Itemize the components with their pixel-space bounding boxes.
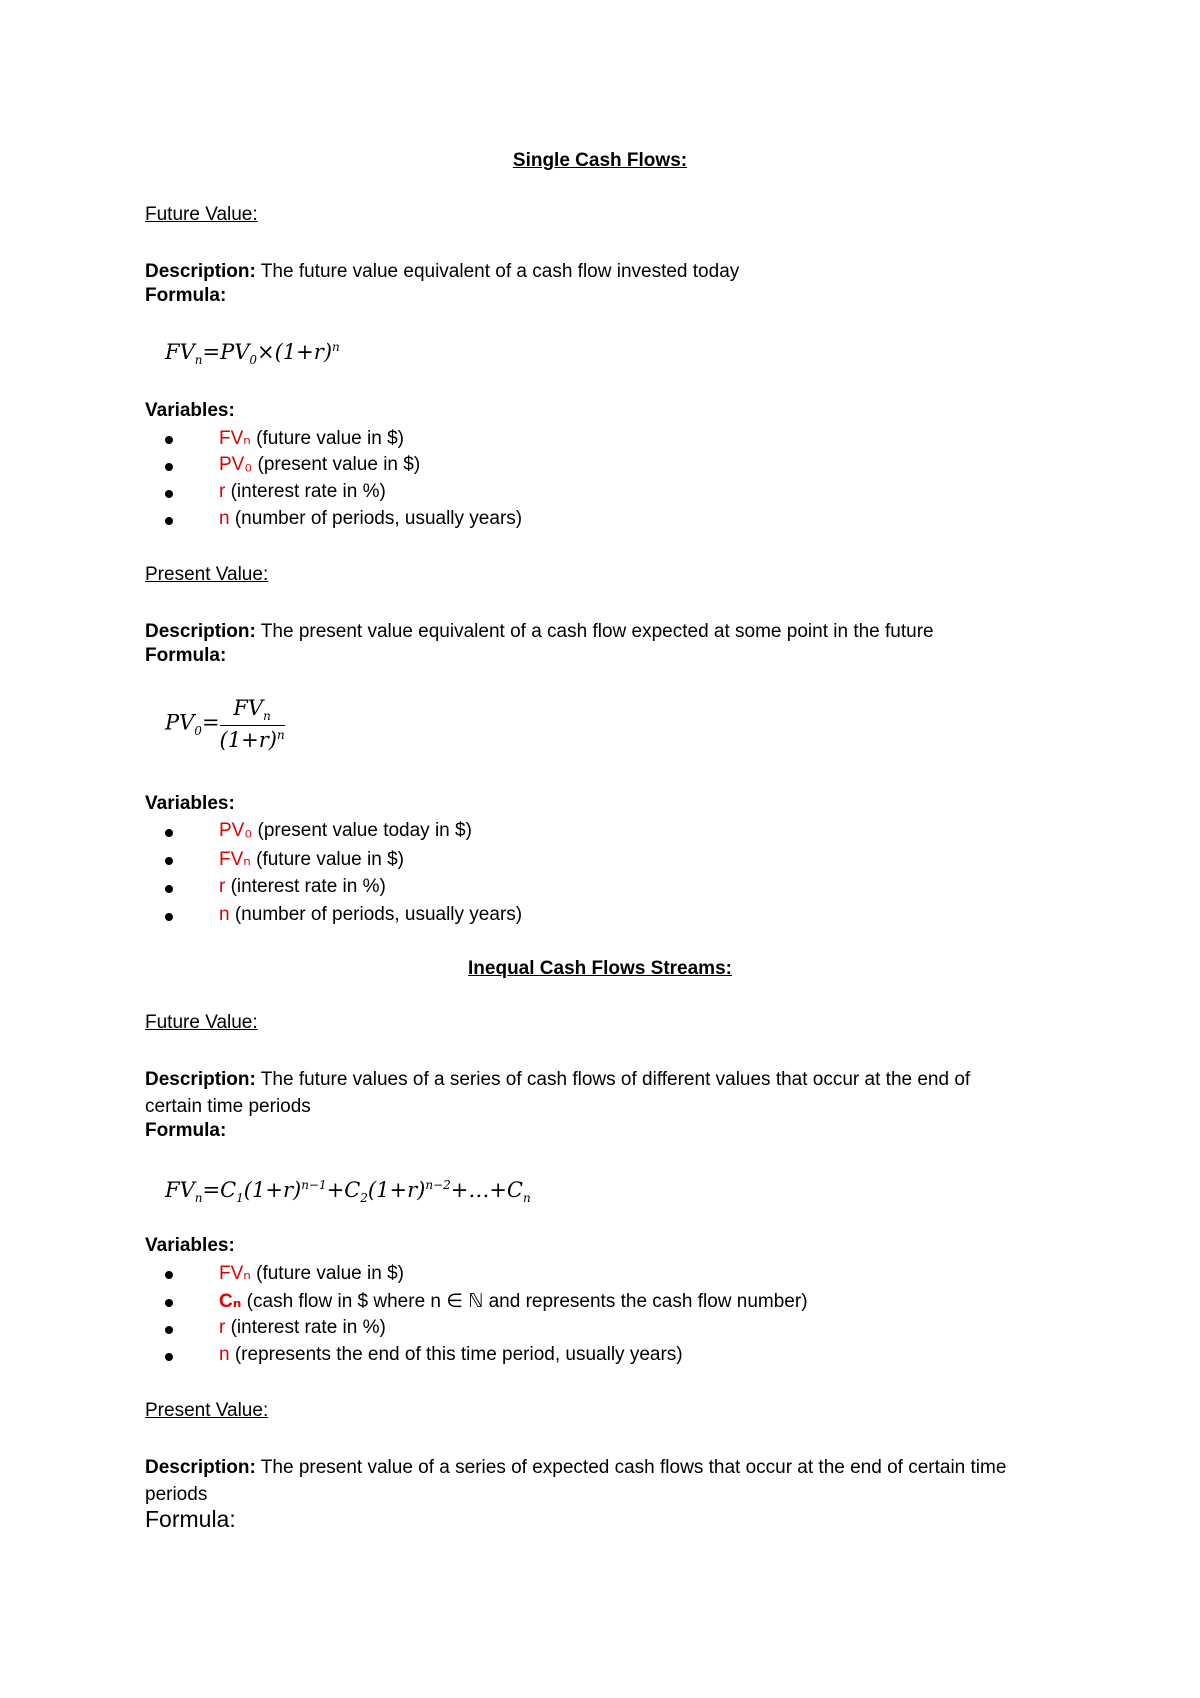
variable-description: (number of periods, usually years) (229, 904, 523, 925)
variable-description: (present value today in $) (252, 820, 472, 841)
description-pv-stream (145, 1454, 1025, 1508)
formula-fv-stream: $FV_n=C_1(1+r)^{n-1}+C_2(1+r)^{n-2}+\dots+C_n$ (165, 1178, 531, 1206)
bullet-icon (165, 490, 173, 498)
variable-description: (interest rate in %) (225, 876, 386, 897)
description-label: Description: (145, 621, 256, 642)
bullet-icon (165, 885, 173, 893)
description-label: Description: (145, 1457, 256, 1478)
variable-symbol: FVₙ (219, 849, 251, 870)
section-title-single-cash-flows: Single Cash Flows: (512, 150, 688, 171)
variable-symbol: Cₙ (219, 1291, 242, 1312)
description-text: The present value of a series of expected cash flows that occur at the end of certain time periods (145, 1457, 1007, 1505)
bullet-icon (165, 1353, 173, 1361)
formula-fv-single: $FV_n=PV_0\times(1+r)^n$ (165, 340, 340, 368)
formula-pv-single: $PV_0=$ $\frac{FV_n}{(1+r)^n}$ (165, 696, 285, 753)
bullet-icon (165, 1299, 173, 1307)
variable-description: (present value in $) (252, 454, 421, 475)
bullet-icon (165, 1326, 173, 1334)
bullet-icon (165, 1271, 173, 1279)
description-text: The future values of a series of cash flows of different values that occur at the end of certain time periods (145, 1069, 971, 1117)
variable-description: (number of periods, usually years) (229, 508, 523, 529)
description-fv-single (145, 258, 1025, 285)
formula-label: Formula: (145, 1120, 227, 1141)
variable-description: (interest rate in %) (225, 1317, 386, 1338)
variable-description: (represents the end of this time period, usually years) (229, 1344, 683, 1365)
subheading-future-value: Future Value: (145, 1012, 258, 1033)
description-text: The present value equivalent of a cash flow expected at some point in the future (255, 621, 934, 642)
variable-symbol: n (219, 1344, 230, 1365)
variable-symbol: PV₀ (219, 820, 253, 841)
variable-description: (interest rate in %) (225, 481, 386, 502)
variables-label: Variables: (145, 400, 235, 421)
variables-label: Variables: (145, 1235, 235, 1256)
description-text: The future value equivalent of a cash flow invested today (255, 261, 740, 282)
formula-label: Formula: (145, 1506, 236, 1532)
bullet-icon (165, 913, 173, 921)
bullet-icon (165, 857, 173, 865)
bullet-icon (165, 436, 173, 444)
variable-description: (future value in $) (250, 849, 404, 870)
variable-symbol: n (219, 904, 230, 925)
bullet-icon (165, 463, 173, 471)
variable-symbol: r (219, 876, 226, 897)
variable-symbol: PV₀ (219, 454, 253, 475)
subheading-present-value: Present Value: (145, 564, 269, 585)
formula-label: Formula: (145, 285, 227, 306)
variable-symbol: r (219, 481, 226, 502)
variable-description: (cash flow in $ where n ∈ ℕ and represents the cash flow number) (241, 1291, 808, 1312)
section-title-inequal-cash-flows: Inequal Cash Flows Streams: (468, 958, 732, 979)
description-label: Description: (145, 261, 256, 282)
variable-description: (future value in $) (250, 1263, 404, 1284)
bullet-icon (165, 829, 173, 837)
description-pv-single (145, 618, 1025, 645)
variable-symbol: r (219, 1317, 226, 1338)
variable-symbol: FVₙ (219, 428, 251, 449)
description-label: Description: (145, 1069, 256, 1090)
variables-label: Variables: (145, 793, 235, 814)
variable-symbol: FVₙ (219, 1263, 251, 1284)
description-fv-stream (145, 1066, 1025, 1120)
formula-label: Formula: (145, 645, 227, 666)
bullet-icon (165, 517, 173, 525)
variable-description: (future value in $) (250, 428, 404, 449)
subheading-present-value: Present Value: (145, 1400, 269, 1421)
subheading-future-value: Future Value: (145, 204, 258, 225)
variable-symbol: n (219, 508, 230, 529)
